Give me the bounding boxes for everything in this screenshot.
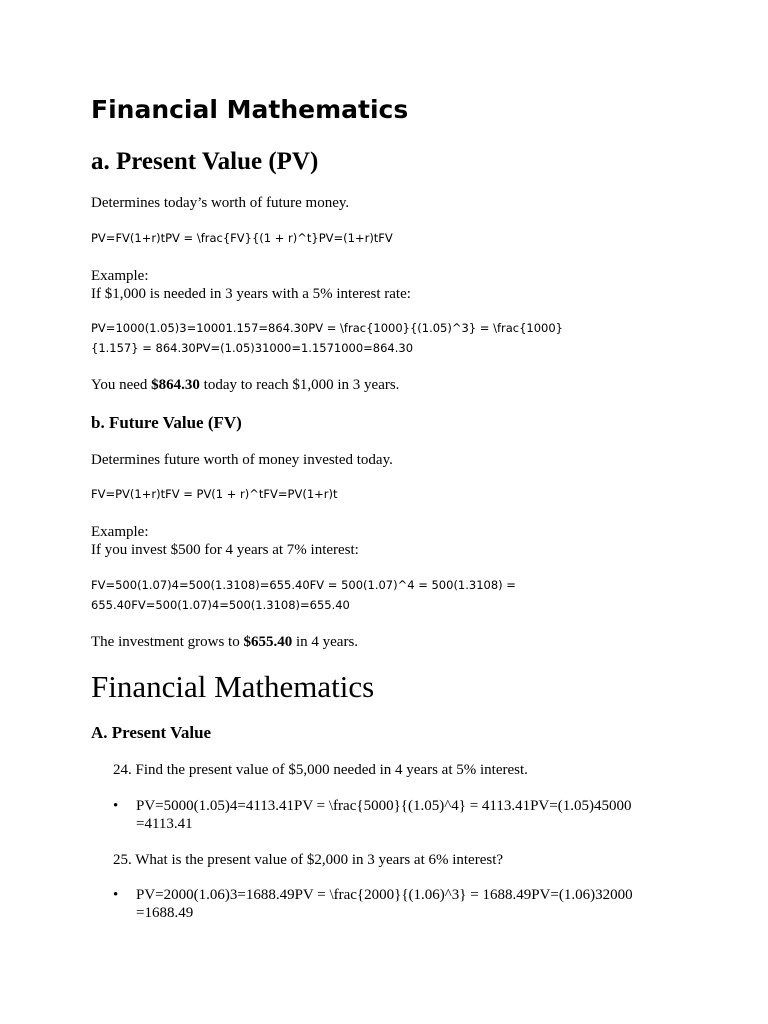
section-b-formula: FV=PV(1+r)tFV = PV(1 + r)^tFV=PV(1+r)t [91,487,338,501]
section-b-result-value: $655.40 [243,634,293,650]
question-25 [113,851,503,869]
section-b-example-calc: FV=500(1.07)4=500(1.3108)=655.40FV = 500(1.07)^4 = 500(1.3108) = 655.40FV=500(1.07)4=500(1.3108)=655.40 [91,578,516,612]
section-a-example-calc: PV=1000(1.05)3=10001.157=864.30PV = \frac{1000}{(1.05)^3} = \frac{1000}{1.157} = 864.30PV=(1.05)31000=1.1571000=864.30 [91,321,563,355]
section-a-example-question: If $1,000 is needed in 3 years with a 5% interest rate: [91,286,411,302]
bullet-icon: • [113,887,119,903]
section-a-result-post: today to reach $1,000 in 3 years. [199,377,400,393]
answer-24: PV=5000(1.05)4=4113.41PV = \frac{5000}{(1.05)^4} = 4113.41PV=(1.05)45000 =4113.41 [136,798,632,832]
section-a-result [91,376,399,394]
section-a-result-value: $864.30 [151,377,200,393]
section-a-description: Determines today’s worth of future money. [91,195,350,211]
section-b-example-question: If you invest $500 for 4 years at 7% interest: [91,542,359,558]
section-b-heading: b. Future Value (FV) [91,413,242,432]
section-b-description: Determines future worth of money invested today. [91,452,393,468]
section-a-formula: PV=FV(1+r)tPV = \frac{FV}{(1 + r)^t}PV=(1+r)tFV [91,231,393,245]
section-b-result-pre: The investment grows to [91,634,244,650]
document-title-2: Financial Mathematics [91,669,375,704]
answer-25: PV=2000(1.06)3=1688.49PV = \frac{2000}{(1.06)^3} = 1688.49PV=(1.06)32000 =1688.49 [136,887,633,921]
section-a-example-label: Example: [91,268,149,284]
section-b-result-post: in 4 years. [292,634,359,650]
section-a-result-pre: You need [91,377,152,393]
document-title: Financial Mathematics [91,95,409,124]
question-24 [113,761,528,779]
question-number: 25. [113,852,132,868]
bullet-icon: • [113,798,119,814]
section-b-example-label: Example: [91,524,149,540]
question-text: Find the present value of $5,000 needed in 4 years at 5% interest. [135,762,528,778]
section-a-heading: a. Present Value (PV) [91,148,319,175]
section-A-heading: A. Present Value [91,723,212,742]
question-number: 24. [113,762,132,778]
question-text: What is the present value of $2,000 in 3 years at 6% interest? [135,852,504,868]
section-b-result [91,633,358,651]
